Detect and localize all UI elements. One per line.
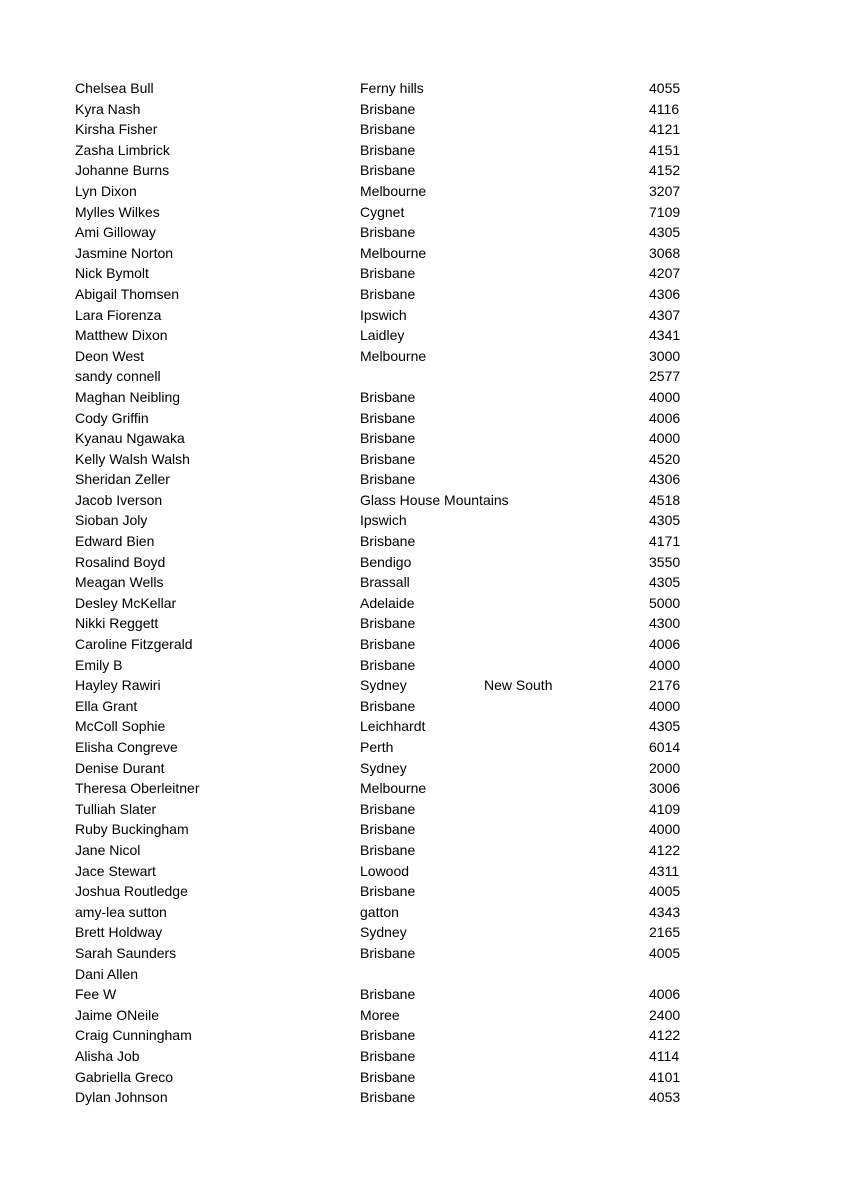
city-cell: Bendigo [360, 553, 412, 570]
name-cell: Zasha Limbrick [75, 141, 170, 158]
name-cell: Lara Fiorenza [75, 306, 162, 323]
postcode-cell: 4152 [649, 162, 681, 179]
postcode-cell: 4306 [649, 285, 681, 302]
city-cell: Brisbane [360, 986, 416, 1003]
name-cell: Edward Bien [75, 533, 155, 550]
postcode-cell: 2176 [649, 677, 681, 694]
city-cell: Brisbane [360, 450, 416, 467]
table-row [75, 531, 715, 552]
postcode-cell: 4207 [649, 265, 681, 282]
city-cell: Brisbane [360, 636, 416, 653]
table-row [75, 819, 715, 840]
table-row [75, 366, 715, 387]
postcode-cell: 4005 [649, 944, 681, 961]
postcode-cell: 4121 [649, 121, 681, 138]
name-cell: Desley McKellar [75, 594, 177, 611]
name-cell: Craig Cunningham [75, 1027, 192, 1044]
name-cell: Chelsea Bull [75, 80, 154, 96]
name-cell: Hayley Rawiri [75, 677, 161, 694]
postcode-cell: 5000 [649, 594, 681, 611]
table-row [75, 387, 715, 408]
postcode-cell: 4520 [649, 450, 681, 467]
postcode-cell: 4307 [649, 306, 681, 323]
postcode-cell: 4341 [649, 327, 681, 344]
postcode-cell: 4006 [649, 409, 681, 426]
name-cell: Nikki Reggett [75, 615, 159, 632]
postcode-cell: 4518 [649, 491, 681, 508]
postcode-cell: 2577 [649, 368, 681, 385]
postcode-cell: 4101 [649, 1068, 681, 1085]
postcode-cell: 4122 [649, 1027, 681, 1044]
name-cell: Elisha Congreve [75, 739, 178, 755]
name-cell: Jacob Iverson [75, 491, 163, 508]
name-cell: Denise Durant [75, 759, 165, 776]
city-cell: Brisbane [360, 224, 416, 241]
name-cell: Emily B [75, 656, 123, 673]
postcode-cell: 4006 [649, 986, 681, 1003]
postcode-cell: 4305 [649, 224, 681, 241]
city-cell: Brassall [360, 574, 410, 591]
city-cell: Brisbane [360, 471, 416, 488]
name-cell: Jane Nicol [75, 841, 141, 858]
table-row [75, 613, 715, 634]
city-cell: Brisbane [360, 821, 416, 838]
city-cell: Brisbane [360, 100, 416, 117]
name-cell: Tulliah Slater [75, 800, 157, 817]
name-cell: Meagan Wells [75, 574, 164, 591]
postcode-cell: 3068 [649, 244, 681, 261]
city-cell: Melbourne [360, 182, 427, 199]
table-row [75, 861, 715, 882]
table-row [75, 243, 715, 264]
name-cell: Dani Allen [75, 965, 139, 982]
table-row [75, 593, 715, 614]
table-row [75, 346, 715, 367]
name-cell: Nick Bymolt [75, 265, 149, 282]
name-cell: Jace Stewart [75, 862, 156, 879]
name-cell: Alisha Job [75, 1047, 140, 1064]
table-row [75, 140, 715, 161]
postcode-cell: 4116 [649, 100, 680, 117]
city-cell: Brisbane [360, 944, 416, 961]
city-cell: Glass House Mountains [360, 491, 509, 508]
city-cell: Melbourne [360, 347, 427, 364]
postcode-cell: 4000 [649, 656, 681, 673]
name-cell: Abigail Thomsen [75, 285, 180, 302]
postcode-cell: 4000 [649, 697, 681, 714]
table-row [75, 160, 715, 181]
table-row [75, 305, 715, 326]
name-cell: Kelly Walsh Walsh [75, 450, 190, 467]
city-cell: Brisbane [360, 656, 416, 673]
city-cell: Brisbane [360, 533, 416, 550]
postcode-cell: 4114 [649, 1047, 680, 1064]
name-cell: Ami Gilloway [75, 224, 156, 241]
table-row [75, 1067, 715, 1088]
table-row [75, 222, 715, 243]
table-row [75, 1005, 715, 1026]
city-cell: Brisbane [360, 285, 416, 302]
city-cell: Brisbane [360, 430, 416, 447]
postcode-cell: 4000 [649, 821, 681, 838]
table-row [75, 408, 715, 429]
table-row [75, 778, 715, 799]
name-cell: Brett Holdway [75, 924, 163, 941]
table-row [75, 943, 715, 964]
name-cell: Rosalind Boyd [75, 553, 166, 570]
city-cell: Brisbane [360, 409, 416, 426]
name-cell: Kirsha Fisher [75, 121, 158, 138]
city-cell: Ferny hills [360, 80, 424, 96]
postcode-cell: 4053 [649, 1089, 681, 1106]
postcode-cell: 2000 [649, 759, 681, 776]
city-cell: Brisbane [360, 265, 416, 282]
name-cell: Jasmine Norton [75, 244, 174, 261]
name-cell: Lyn Dixon [75, 182, 137, 199]
table-row [75, 78, 715, 99]
table-row [75, 881, 715, 902]
table-row [75, 1087, 715, 1108]
postcode-cell: 7109 [649, 203, 681, 220]
contact-table [75, 78, 715, 1108]
table-row [75, 696, 715, 717]
table-row [75, 202, 715, 223]
city-cell: Lowood [360, 862, 410, 879]
city-cell: Perth [360, 739, 394, 755]
city-cell: Adelaide [360, 594, 415, 611]
postcode-cell: 6014 [649, 739, 681, 755]
postcode-cell: 4055 [649, 80, 681, 96]
city-cell: Brisbane [360, 1068, 416, 1085]
postcode-cell: 4109 [649, 800, 681, 817]
postcode-cell: 4006 [649, 636, 681, 653]
city-cell: Brisbane [360, 141, 416, 158]
city-cell: Melbourne [360, 780, 427, 797]
name-cell: Theresa Oberleitner [75, 780, 200, 797]
city-cell: Brisbane [360, 1089, 416, 1106]
table-row [75, 510, 715, 531]
city-cell: Ipswich [360, 512, 407, 529]
name-cell: Mylles Wilkes [75, 203, 160, 220]
name-cell: Joshua Routledge [75, 883, 188, 900]
table-row [75, 490, 715, 511]
city-cell: Brisbane [360, 1027, 416, 1044]
table-row [75, 840, 715, 861]
name-cell: Cody Griffin [75, 409, 149, 426]
table-row [75, 469, 715, 490]
table-row [75, 655, 715, 676]
table-row [75, 181, 715, 202]
name-cell: amy-lea sutton [75, 903, 167, 920]
postcode-cell: 2165 [649, 924, 681, 941]
table-row [75, 284, 715, 305]
postcode-cell: 3006 [649, 780, 681, 797]
table-row [75, 758, 715, 779]
name-cell: Caroline Fitzgerald [75, 636, 193, 653]
postcode-cell: 4305 [649, 574, 681, 591]
name-cell: Fee W [75, 986, 117, 1003]
table-row [75, 1046, 715, 1067]
postcode-cell: 4343 [649, 903, 681, 920]
name-cell: McColl Sophie [75, 718, 166, 735]
city-cell: Melbourne [360, 244, 427, 261]
city-cell: Moree [360, 1006, 400, 1023]
table-row [75, 799, 715, 820]
table-row [75, 675, 715, 696]
name-cell: Ella Grant [75, 697, 138, 714]
city-cell: Brisbane [360, 162, 416, 179]
name-cell: Gabriella Greco [75, 1068, 174, 1085]
city-cell: Brisbane [360, 615, 416, 632]
name-cell: Deon West [75, 347, 144, 364]
postcode-cell: 4305 [649, 512, 681, 529]
table-row [75, 263, 715, 284]
postcode-cell: 3550 [649, 553, 681, 570]
name-cell: Ruby Buckingham [75, 821, 189, 838]
name-cell: Dylan Johnson [75, 1089, 168, 1106]
postcode-cell: 3207 [649, 182, 681, 199]
table-row [75, 1025, 715, 1046]
postcode-cell: 4171 [649, 533, 681, 550]
city-cell: gatton [360, 903, 399, 920]
name-cell: Johanne Burns [75, 162, 170, 179]
table-row [75, 902, 715, 923]
table-row [75, 572, 715, 593]
postcode-cell: 4122 [649, 841, 681, 858]
postcode-cell: 3000 [649, 347, 681, 364]
postcode-cell: 4000 [649, 430, 681, 447]
city-cell: Brisbane [360, 121, 416, 138]
city-cell: Brisbane [360, 883, 416, 900]
name-cell: Kyra Nash [75, 100, 141, 117]
city-cell: Sydney [360, 924, 407, 941]
table-row [75, 984, 715, 1005]
city-cell: Laidley [360, 327, 405, 344]
postcode-cell: 4300 [649, 615, 681, 632]
table-row [75, 428, 715, 449]
table-row [75, 449, 715, 470]
table-row [75, 716, 715, 737]
postcode-cell: 4000 [649, 388, 681, 405]
city-cell: Leichhardt [360, 718, 426, 735]
postcode-cell: 4311 [649, 862, 680, 879]
table-row [75, 119, 715, 140]
city-cell: Cygnet [360, 203, 405, 220]
table-row [75, 325, 715, 346]
table-row [75, 964, 715, 985]
city-cell: Ipswich [360, 306, 407, 323]
city-cell: Brisbane [360, 1047, 416, 1064]
name-cell: Matthew Dixon [75, 327, 168, 344]
name-cell: Sioban Joly [75, 512, 148, 529]
postcode-cell: 4151 [649, 141, 681, 158]
table-row [75, 99, 715, 120]
city-cell: Brisbane [360, 697, 416, 714]
name-cell: Maghan Neibling [75, 388, 181, 405]
city-cell: Brisbane [360, 388, 416, 405]
postcode-cell: 4306 [649, 471, 681, 488]
city-cell: Brisbane [360, 800, 416, 817]
city-cell: Sydney [360, 677, 407, 694]
postcode-cell: 4305 [649, 718, 681, 735]
state-cell: New South [484, 677, 553, 694]
table-row [75, 552, 715, 573]
postcode-cell: 4005 [649, 883, 681, 900]
name-cell: Kyanau Ngawaka [75, 430, 185, 447]
name-cell: sandy connell [75, 368, 161, 385]
table-row [75, 634, 715, 655]
city-cell: Brisbane [360, 841, 416, 858]
name-cell: Sarah Saunders [75, 944, 177, 961]
table-row [75, 737, 715, 758]
table-row [75, 922, 715, 943]
city-cell: Sydney [360, 759, 407, 776]
postcode-cell: 2400 [649, 1006, 681, 1023]
name-cell: Jaime ONeile [75, 1006, 160, 1023]
name-cell: Sheridan Zeller [75, 471, 170, 488]
